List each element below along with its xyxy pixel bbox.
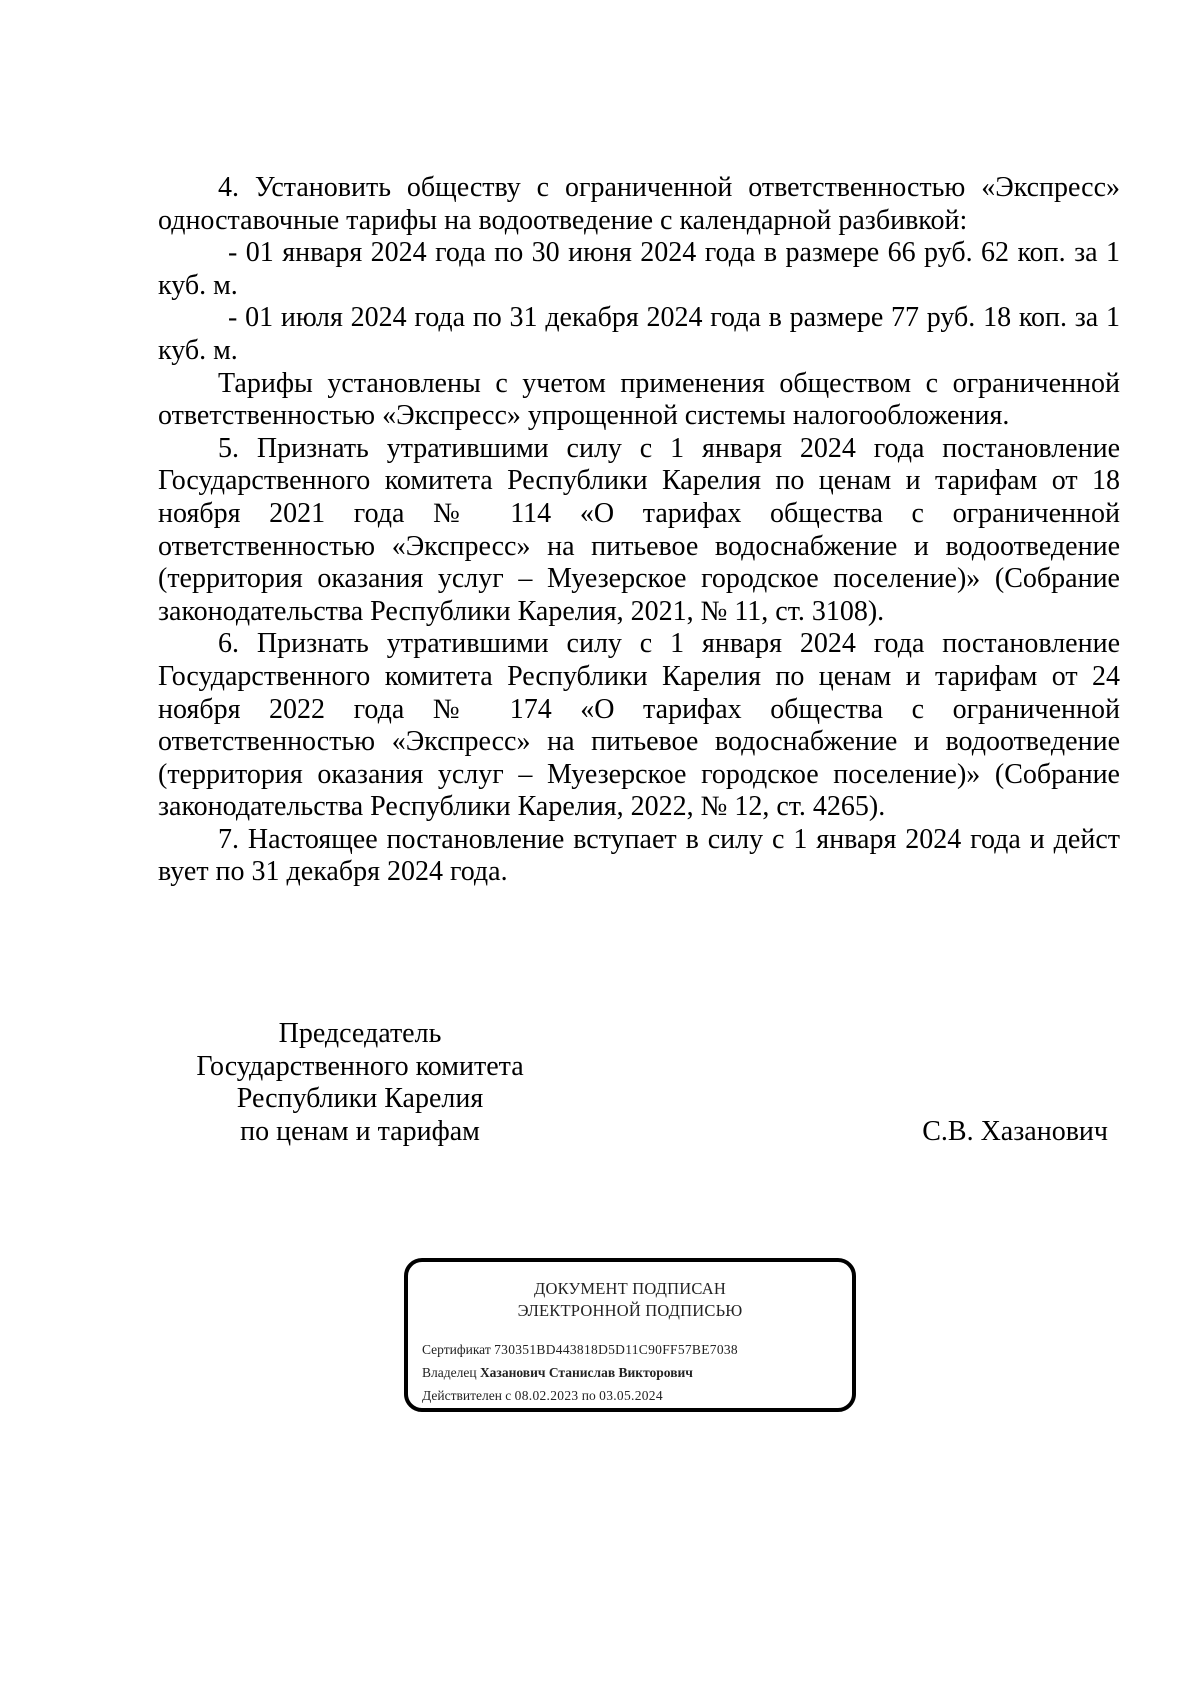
stamp-validity-row (422, 1384, 738, 1407)
stamp-certificate-value: 730351BD443818D5D11C90FF57BE7038 (494, 1342, 738, 1357)
paragraph-5: 5. Признать утратившими силу с 1 января 2024 года постановление Государственного комитета Республики Карелия по ценам и тарифам от 18 ноября 2021 года № 114 «О тарифах общества с ограниченной ответственностью «Экспресс» на питьевое водоснабжение и водоотведение (территория оказания услуг – Муезерское городское поселение)» (Собрание законодательства Республики Карелия, 2021, № 11, ст. 3108). (158, 432, 1120, 627)
stamp-valid-label: Действителен с (422, 1388, 512, 1403)
paragraph-7: 7. Настоящее постановление вступает в силу с 1 января 2024 года и дейст вует по 31 декабря 2024 года. (158, 823, 1120, 888)
stamp-certificate-row (422, 1338, 738, 1361)
signatory-position (150, 1018, 570, 1148)
stamp-header (408, 1278, 852, 1322)
tariff-period-1: - 01 января 2024 года по 30 июня 2024 года в размере 66 руб. 62 коп. за 1 куб. м. (158, 237, 1120, 301)
stamp-valid-to: 03.05.2024 (599, 1388, 663, 1403)
stamp-valid-from: 08.02.2023 (514, 1388, 579, 1403)
tariff-period-2: - 01 июля 2024 года по 31 декабря 2024 года в размере 77 руб. 18 коп. за 1 куб. м. (158, 302, 1120, 366)
stamp-certificate-label: Сертификат (422, 1342, 491, 1357)
stamp-owner-label: Владелец (422, 1365, 477, 1380)
stamp-details (422, 1338, 738, 1407)
signatory-position-line: Председатель (278, 1018, 442, 1049)
stamp-owner-value: Хазанович Станислав Викторович (479, 1365, 693, 1380)
signatory-position-line: Республики Карелия (236, 1083, 484, 1115)
paragraph-6: 6. Признать утратившими силу с 1 января 2024 года постановление Государственного комитета Республики Карелия по ценам и тарифам от 24 ноября 2022 года № 174 «О тарифах общества с ограниченной ответственностью «Экспресс» на питьевое водоснабжение и водоотведение (территория оказания услуг – Муезерское городское поселение)» (Собрание законодательства Республики Карелия, 2022, № 12, ст. 4265). (158, 628, 1120, 823)
document-body (158, 172, 1120, 889)
stamp-valid-to-label: по (581, 1388, 596, 1403)
signatory-position-line: по ценам и тарифам (240, 1115, 480, 1147)
stamp-owner-row (422, 1361, 738, 1384)
signatory-name: С.В. Хазанович (922, 1116, 1108, 1147)
stamp-header-line: ЭЛЕКТРОННОЙ ПОДПИСЬЮ (517, 1301, 743, 1320)
tariff-tax-note: Тарифы установлены с учетом применения обществом с ограниченной ответственностью «Экспресс» упрощенной системы налогообложения. (158, 367, 1120, 432)
signatory-position-line: Государственного комитета (196, 1050, 524, 1082)
stamp-header-line: ДОКУМЕНТ ПОДПИСАН (534, 1279, 726, 1298)
electronic-signature-stamp (404, 1258, 856, 1412)
paragraph-4: 4. Установить обществу с ограниченной ответственностью «Экспресс» одноставочные тарифы на водоотведение с календарной разбивкой: (158, 172, 1120, 236)
